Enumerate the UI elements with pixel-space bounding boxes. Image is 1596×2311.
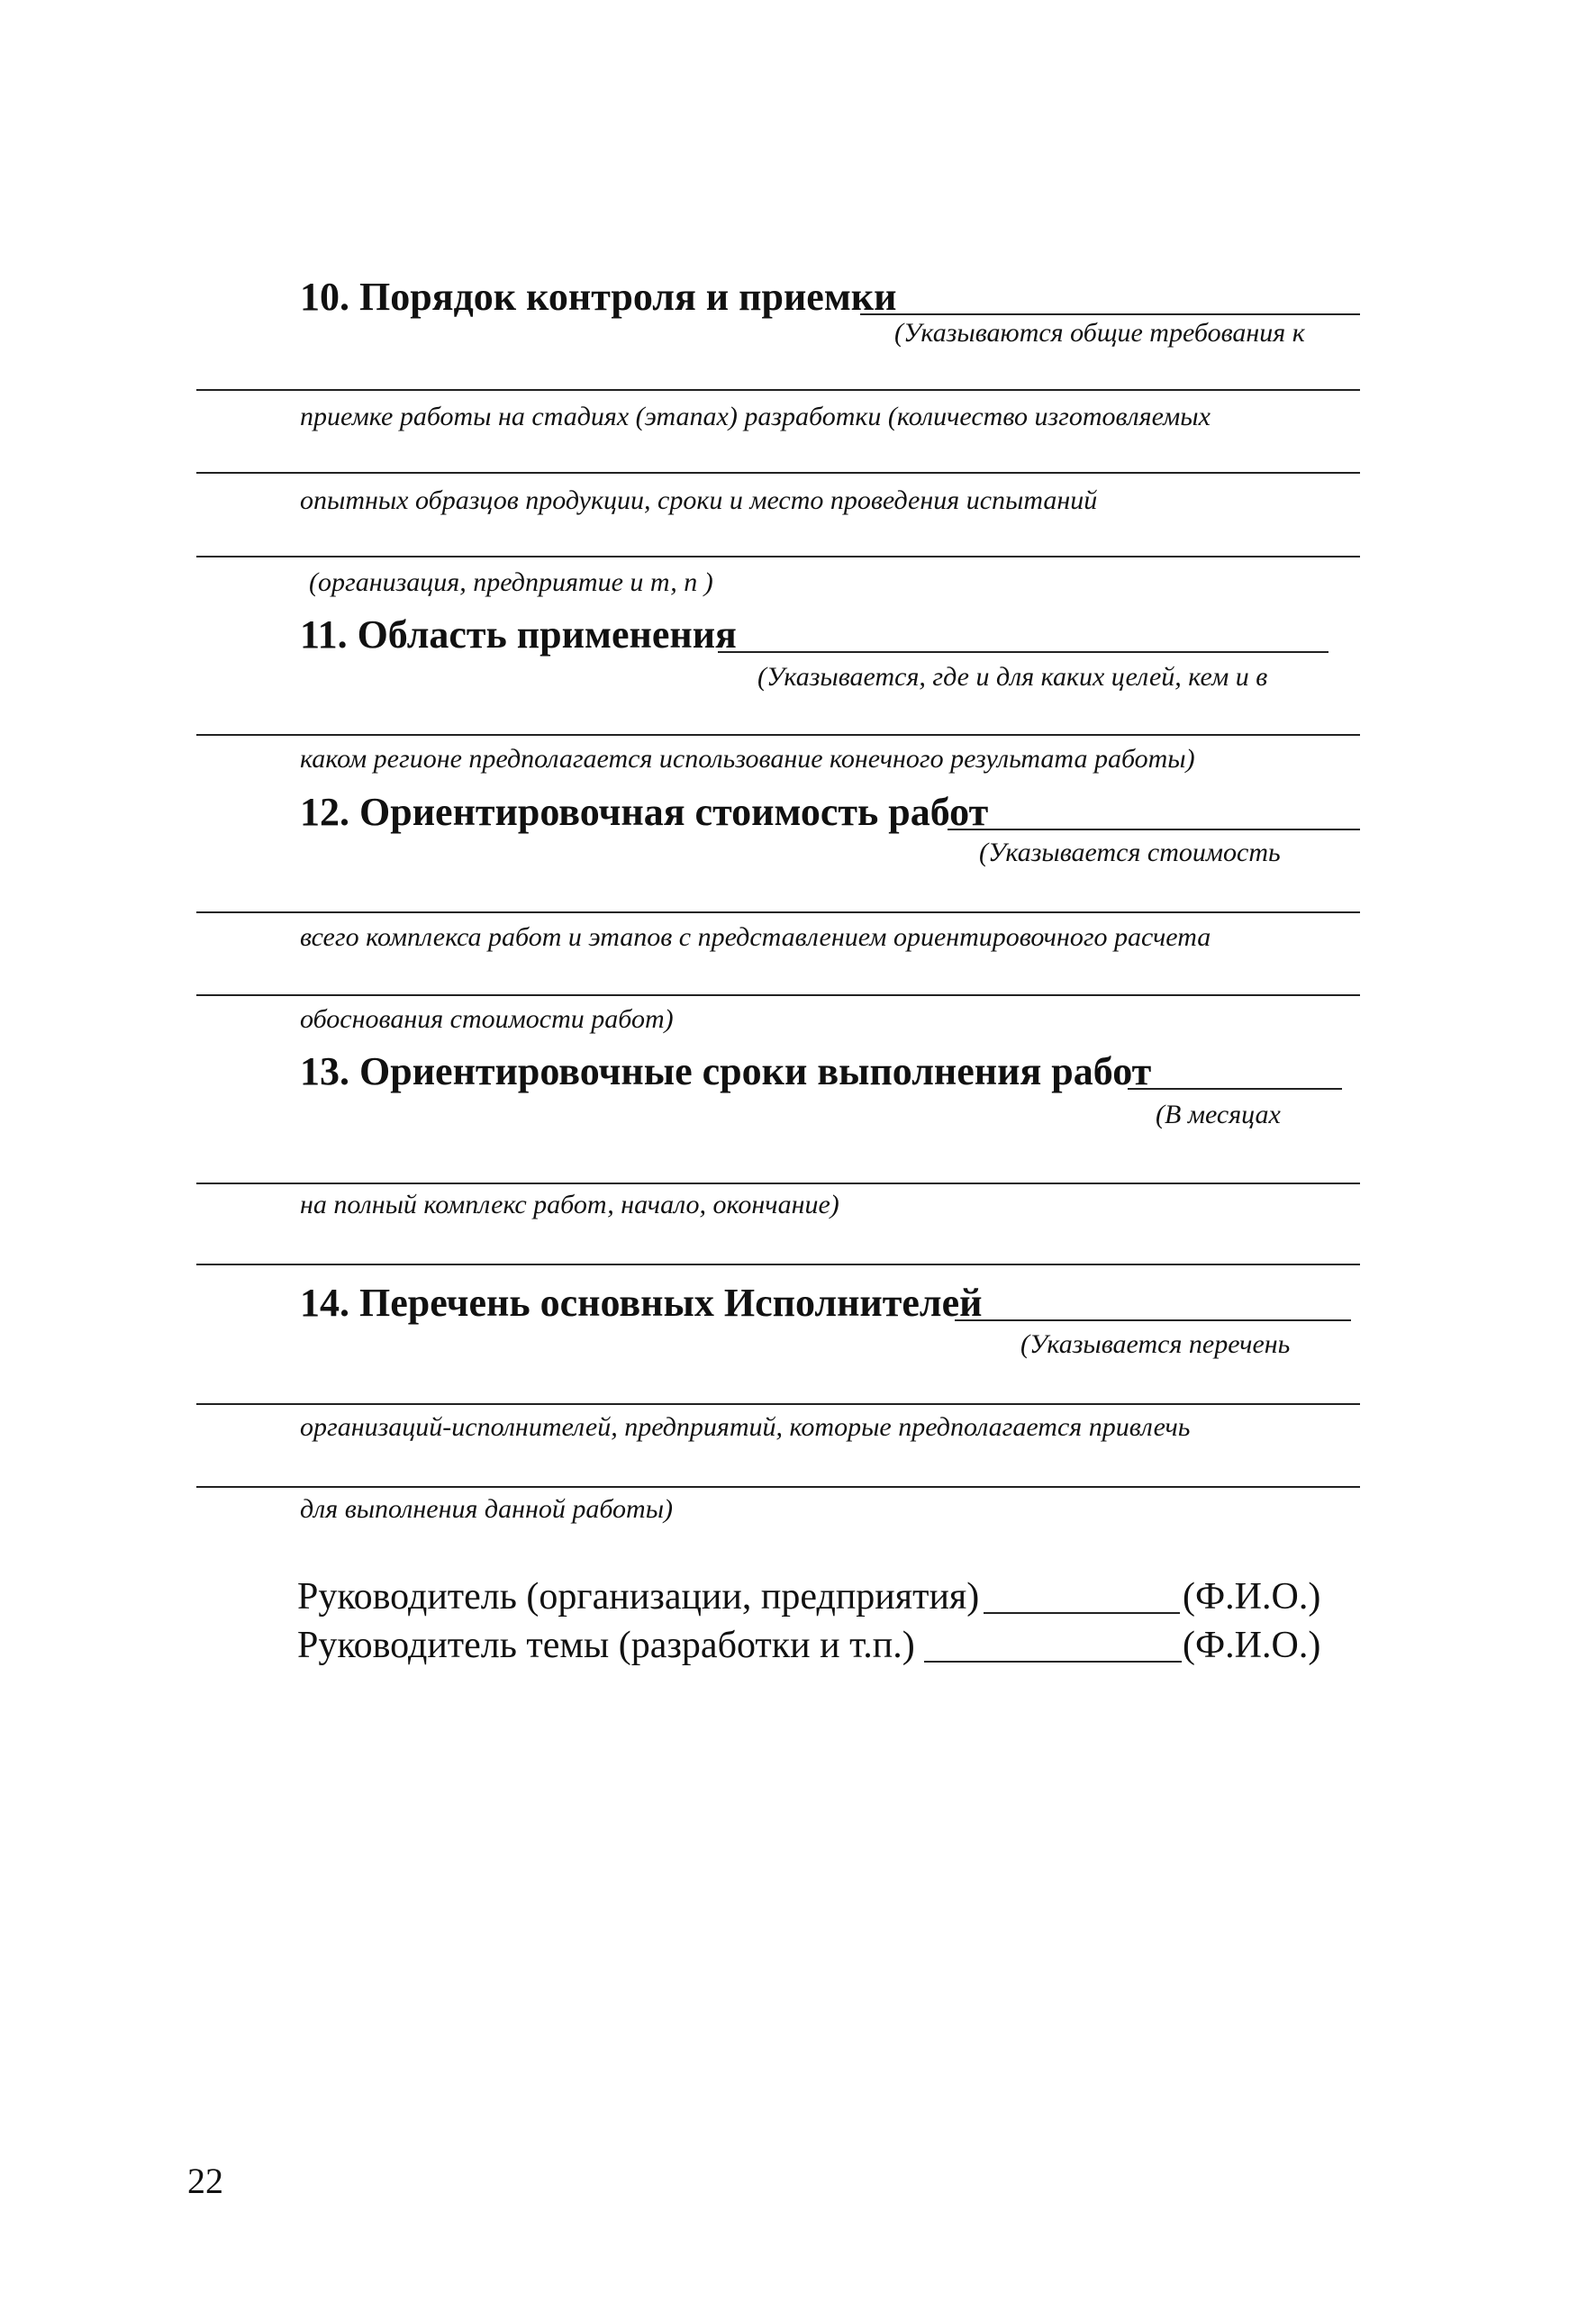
section-10-note-4: (организация, предприятие и т, п ) [309,567,713,597]
signature-head-organization-fio: (Ф.И.О.) [1183,1576,1321,1618]
section-14-heading: 14. Перечень основных Исполнителей [300,1281,983,1325]
signature-topic-head-line[interactable] [924,1661,1182,1663]
section-12-fill-line[interactable] [948,829,1360,830]
section-12-line-1[interactable] [196,911,1360,913]
section-13-heading: 13. Ориентировочные сроки выполнения работ [300,1049,1152,1093]
section-13-note-1: (В месяцах [1156,1100,1281,1129]
section-13-line-1[interactable] [196,1183,1360,1184]
section-14-fill-line[interactable] [955,1319,1351,1321]
section-14-line-1[interactable] [196,1403,1360,1405]
section-14-note-1: (Указывается перечень [1020,1329,1291,1359]
section-10-heading: 10. Порядок контроля и приемки [300,275,897,319]
section-11-note-1: (Указывается, где и для каких целей, кем и в [757,662,1268,692]
section-10-line-2[interactable] [196,472,1360,474]
section-12-line-2[interactable] [196,994,1360,996]
section-12-note-1: (Указывается стоимость [979,838,1281,867]
section-12-note-3: обоснования стоимости работ) [300,1004,674,1034]
section-14-note-3: для выполнения данной работы) [300,1494,674,1524]
signature-head-organization-line[interactable] [984,1612,1180,1614]
section-11-note-2: каком регионе предполагается использование конечного результата работы) [300,744,1195,774]
section-10-note-3: опытных образцов продукции, сроки и место проведения испытаний [300,485,1098,515]
section-10-line-3[interactable] [196,556,1360,557]
section-14-note-2: организаций-исполнителей, предприятий, которые предполагается привлечь [300,1412,1191,1442]
section-13-note-2: на полный комплекс работ, начало, окончание) [300,1190,839,1219]
section-10-fill-line[interactable] [860,313,1360,315]
section-10-line-1[interactable] [196,389,1360,391]
section-12-note-2: всего комплекса работ и этапов с представлением ориентировочного расчета [300,922,1211,952]
section-10-note-1: (Указываются общие требования к [894,318,1305,348]
section-11-fill-line[interactable] [718,651,1328,653]
section-11-heading: 11. Область применения [300,612,737,657]
signature-head-organization-label: Руководитель (организации, предприятия) [297,1576,980,1618]
page-number: 22 [187,2161,223,2201]
section-13-fill-line[interactable] [1128,1088,1342,1090]
signature-topic-head-label: Руководитель темы (разработки и т.п.) [297,1625,915,1666]
signature-topic-head-fio: (Ф.И.О.) [1183,1625,1321,1666]
section-11-line-1[interactable] [196,734,1360,736]
section-12-heading: 12. Ориентировочная стоимость работ [300,790,989,834]
section-13-line-2[interactable] [196,1264,1360,1265]
section-10-note-2: приемке работы на стадиях (этапах) разработки (количество изготовляемых [300,402,1211,431]
section-14-line-2[interactable] [196,1486,1360,1488]
